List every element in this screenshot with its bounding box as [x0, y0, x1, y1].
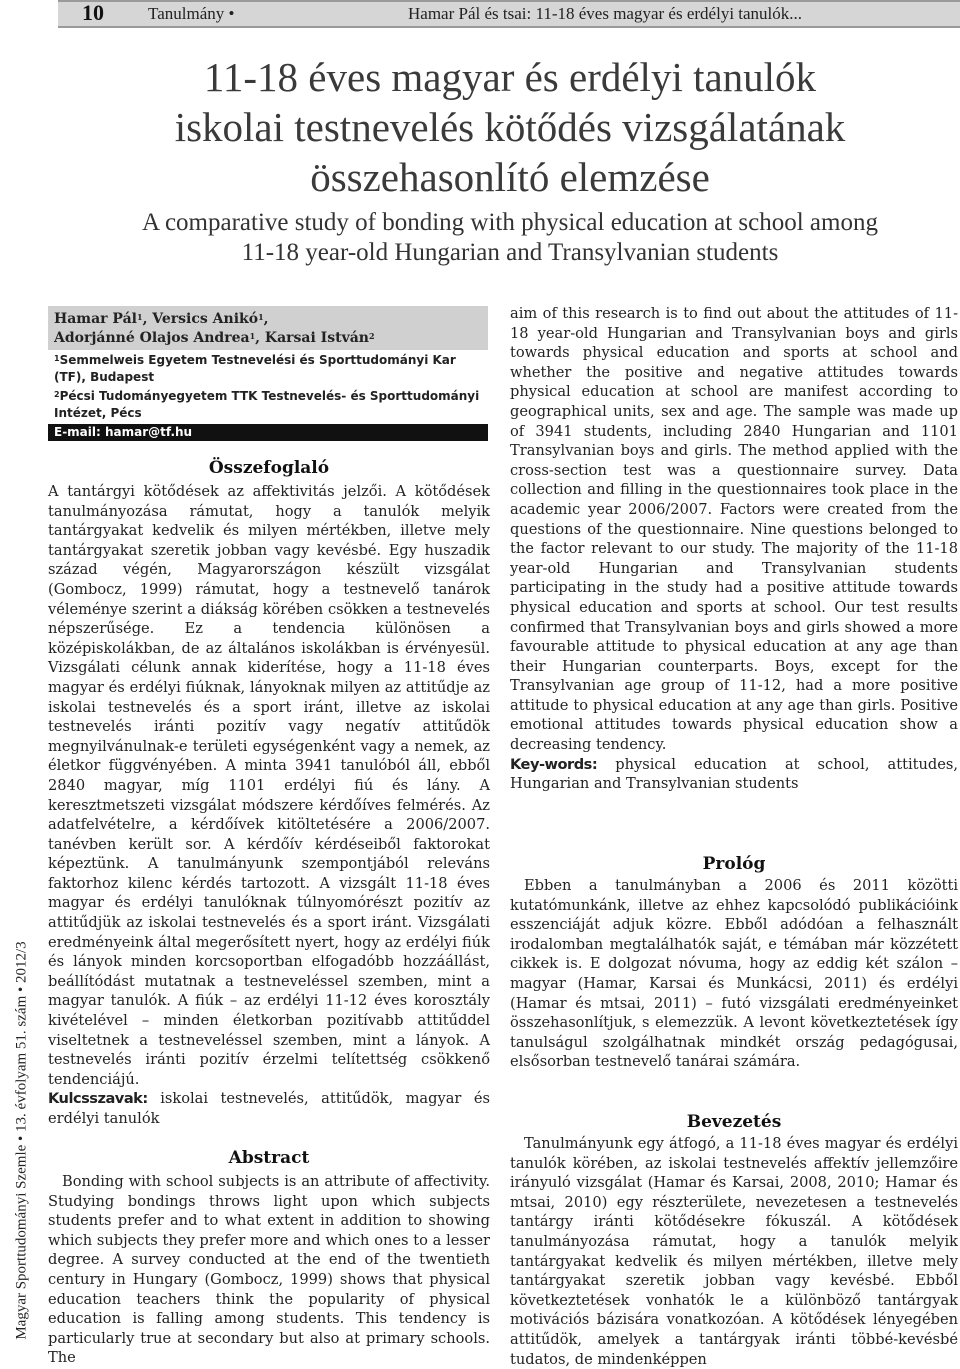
abstract-text-right: aim of this research is to find out about the attitudes of 11-18 year-old Hungarian and Transylvanian boys and girls towards physical education and sports at school and whether the positive and negative attitudes towards physical education at school are manifest according to geographical units, sex and age. The sample was made up of 3941 students, including 2840 Hungarian and 1101 Transylvanian boys and girls. The method applied with the cross-section test was a questionnaire survey. Data collection and filling in the questionnaires took place in the academic year 2006/2007. Factors were created from the questions of the questionnaire. Nine questions belonged to the factor relevant to our study. The majority of the 11-18 year-old Hungarian and Transylvanian students participating in the study had a positive attitude towards physical education and sports at school. Our test results confirmed that Transylvanian boys and girls showed a more favourable attitude to physical education at any age than their Hungarian counterparts. Boys, except for the Transylvanian age group of 11-12, had a more positive attitude to physical education at any age than girls. Positive emotional attitudes towards physical education show a decreasing tendency. — [510, 305, 958, 754]
email-bar — [48, 424, 488, 441]
author-names — [48, 306, 488, 350]
abstract-keywords: Key-words: physical education at school, attitudes, Hungarian and Transylvanian students — [510, 755, 958, 793]
intro-text: Tanulmányunk egy átfogó, a 11-18 éves magyar és erdélyi tanulók körében, az iskolai testnevelés affektív jellemzőire irányuló vizsgálat (Hamar és Karsai, 2008, 2010; Hamar és mtsai, 2010) egy részterülete, nevezetesen a testnevelés tantárgy iránti kötődésekre fókuszál. A kötődések tanulmányozása rámutat, hogy a tanulók melyik tantárgyakat kedvelik és milyen mértékben, illetve mely tantárgyakat szeretik jobban vagy kevésbé. Ebből következtetések vonhatók le a különböző tantárgyak motivációs bázisára vonatkozóan. A kötődések lényegében attitűdök, amelyek a tantárgyak iránti többé-kevésbé tudatos, de mindenképpen — [510, 1135, 958, 1368]
abstract-continued — [510, 304, 958, 794]
journal-side-label-text: Magyar Sporttudományi Szemle • 13. évfolyam 51. szám • 2012/3 — [13, 940, 30, 1340]
title-hu-line-1: 11-18 éves magyar és erdélyi tanulók — [203, 54, 817, 100]
article-title-en — [60, 208, 960, 268]
running-title: Hamar Pál és tsai: 11-18 éves magyar és erdélyi tanulók... — [408, 4, 803, 23]
abstract-text-left: Bonding with school subjects is an attribute of affectivity. Studying bondings throws light upon which subjects students prefer and to what extent in addition to showing which subjects they prefer more and which ones to a lesser degree. A survey conducted at the end of the twentieth century in Hungary (Gombocz, 1999) shows that physical education teachers think the popularity of physical education is falling among students. This tendency is particularly true at secondary but also at primary schools. The — [48, 1173, 490, 1367]
prolog-section — [510, 852, 958, 1072]
abstract-heading: Abstract — [228, 1148, 310, 1168]
prolog-heading: Prológ — [702, 854, 766, 874]
journal-side-label — [2, 920, 42, 1360]
email-text[interactable]: E-mail: hamar@tf.hu — [54, 425, 193, 439]
title-hu-line-2: iskolai testnevelés kötődés vizsgálatának — [174, 104, 846, 150]
prolog-text: Ebben a tanulmányban a 2006 és 2011 közötti kutatómunkánk, illetve az ehhez kapcsolódó publikációink esszenciáját adjuk közre. Ebből adódóan a felhasznált irodalomban megtalálhatók saját, e témában már közzétett cikkek is. E dolgozat nóvuma, hogy az eddig két szálon – magyar (Hamar, Karsai és Munkácsi, 2011) és erdélyi (Hamar és mtsai, 2011) – futó vizsgálati eredményeinket összehasonlítjuk, s elemezzük. A levont következtetések így tanulságul szolgálhatnak mindkét ország pedagógusai, elsősorban testnevelő tanárai számára. — [510, 877, 958, 1071]
author-line-1: Hamar Pál$^1$, Versics Anikó$^1$, — [54, 311, 269, 327]
author-line-2: Adorjánné Olajos Andrea$^1$, Karsai István$^2$ — [54, 330, 375, 346]
intro-heading: Bevezetés — [686, 1112, 782, 1132]
affiliation-2: $^2$Pécsi Tudományegyetem TTK Testnevelés- és Sporttudományi Intézet, Pécs — [54, 389, 480, 420]
summary-hu-section — [48, 456, 490, 1129]
title-hu-line-3: összehasonlító elemzése — [310, 154, 710, 200]
affiliation-1: $^1$Semmelweis Egyetem Testnevelési és Sporttudományi Kar (TF), Budapest — [54, 353, 456, 384]
summary-hu-keywords: Kulcsszavak: iskolai testnevelés, attitűdök, magyar és erdélyi tanulók — [48, 1090, 490, 1127]
abstract-section — [48, 1146, 490, 1368]
section-label: Tanulmány • — [148, 4, 235, 23]
page-number: 10 — [82, 0, 104, 25]
author-box — [48, 306, 488, 439]
intro-section — [510, 1110, 958, 1369]
summary-hu-heading: Összefoglaló — [208, 458, 330, 478]
title-en-line-2: 11-18 year-old Hungarian and Transylvanian students — [241, 239, 779, 266]
article-title-hu — [60, 52, 960, 202]
title-en-line-1: A comparative study of bonding with physical education at school among — [142, 209, 878, 236]
summary-hu-text: A tantárgyi kötődések az affektivitás jelzői. A kötődések tanulmányozása rámutat, hogy a tanulók melyik tantárgyakat kedvelik és milyen mértékben, illetve mely tantárgyakat szeretik jobban vagy kevésbé. Egy huszadik század végén, Magyarországon készült vizsgálat (Gombocz, 1999) rámutat, hogy a testnevelő tanárok véleménye szerint a diákság körében csökken a testnevelés népszerűsége. Ez a tendencia különösen a középiskolákban, de az általános iskolákban is érvényesül. Vizsgálati célunk annak kiderítése, hogy a 11-18 éves magyar és erdélyi fiúknak, lányoknak milyen az attitűdje az iskolai testnevelés és a sport iránt, illetve az iskolai testnevelés iránti pozitív vagy negatív attitűdök megnyilvánulnak-e területi egységenként vagy a nemek, az életkor függvényében. A minta 3941 tanulóból áll, ebből 2840 magyar, míg 1101 erdélyi fiú és lány. A keresztmetszeti vizsgálat módszere kérdőíves felmérés. Az adatfelvételre, a kérdőívek kitöltetésére a 2006/2007. tanévben került sor. A kérdőív kérdéseiből faktorokat képeztünk. A tanulmányunk szempontjából releváns faktorhoz kilenc kérdés tartozott. A vizsgált 11-18 éves magyar és erdélyi tanulóknak túlnyomórészt pozitív az attitűdjük az iskolai testnevelés és a sport iránt. Vizsgálati eredményeink által megerősített nyert, hogy az erdélyi fiúk és lányok minden korcsoportban elfogadóbb hozzáállást, beállítódást mutatnak a testneveléssel szemben, mint a magyar tanulók. A fiúk – az erdélyi 11-12 éves korosztály kivételével – minden életkorban pozitívabb attitűddel viseltetnek a testneveléssel szemben, mint a lányok. A testnevelés iránti pozitív érzelmi telítettség csökkenő tendenciájú. — [48, 483, 490, 1088]
